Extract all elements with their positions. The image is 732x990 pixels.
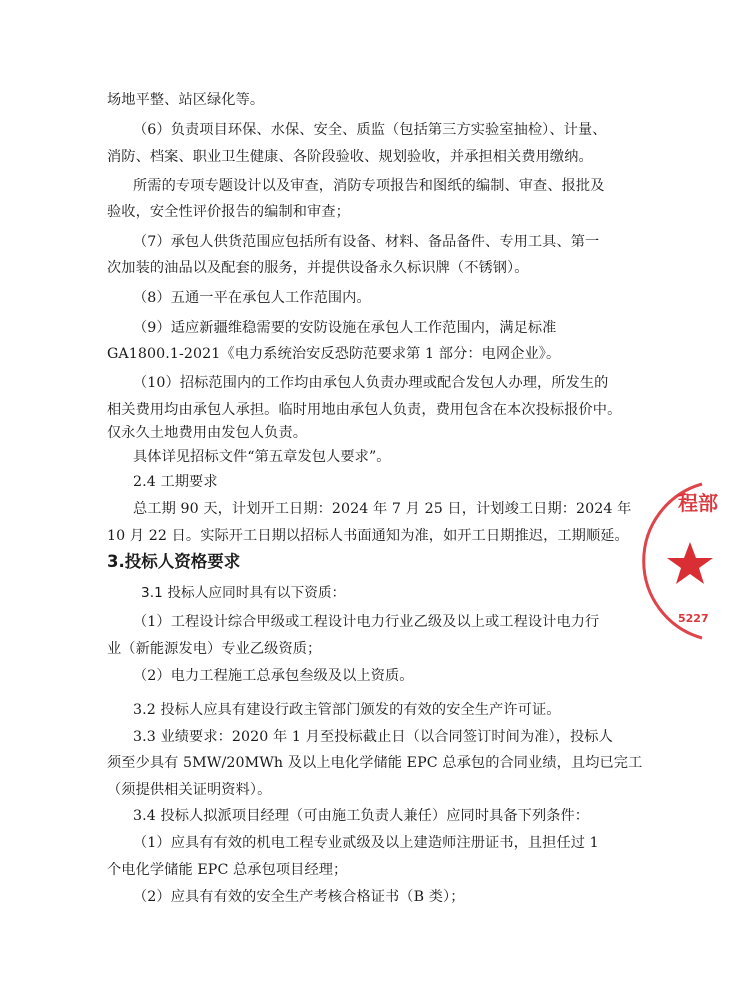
text-line: （9）适应新疆维稳需要的安防设施在承包人工作范围内，满足标准 [133,320,557,336]
text-line: （1）应具有有效的机电工程专业贰级及以上建造师注册证书，且担任过 1 [133,835,599,851]
text-line: （须提供相关证明资料）。 [107,782,272,798]
text-line: 10 月 22 日。实际开工日期以招标人书面通知为准，如开工日期推迟，工期顺延。 [107,528,629,544]
text-line: 总工期 90 天，计划开工日期：2024 年 7 月 25 日，计划竣工日期：2024 年 [133,501,632,517]
text-line: （1）工程设计综合甲级或工程设计电力行业乙级及以上或工程设计电力行 [133,614,600,630]
text-line: 次加装的油品以及配套的服务，并提供设备永久标识牌（不锈钢）。 [107,260,529,276]
text-line: （2）应具有有效的安全生产考核合格证书（B 类）； [133,889,465,905]
text-line: 场地平整、站区绿化等。 [107,92,265,108]
text-line: 具体详见招标文件“第五章发包人要求”。 [133,449,391,465]
text-line: 所需的专项专题设计以及审查，消防专项报告和图纸的编制、审查、报批及 [133,178,605,194]
text-line: 业（新能源发电）专业乙级资质； [107,641,322,657]
subsection-title: 2.4 工期要求 [133,474,218,490]
text-line: （7）承包人供货范围应包括所有设备、材料、备品备件、专用工具、第一 [133,234,600,250]
text-line: 3.1 投标人应同时具有以下资质： [141,585,346,601]
text-line: 3.4 投标人拟派项目经理（可由施工负责人兼任）应同时具备下列条件： [133,808,590,824]
text-line: （2）电力工程施工总承包叁级及以上资质。 [133,668,414,684]
text-line: （10）招标范围内的工作均由承包人负责办理或配合发包人办理，所发生的 [133,375,609,391]
text-line: 3.3 业绩要求：2020 年 1 月至投标截止日（以合同签订时间为准），投标人 [133,729,613,745]
seal-text-bottom: 5227 [678,612,709,625]
seal-graphic [672,476,732,646]
text-line: 须至少具有 5MW/20MWh 及以上电化学储能 EPC 总承包的合同业绩，且均已完工 [107,755,643,771]
company-seal-stamp [672,476,718,646]
text-line: 个电化学储能 EPC 总承包项目经理； [107,862,348,878]
seal-star-icon [667,542,713,584]
text-line: GA1800.1-2021《电力系统治安反恐防范要求第 1 部分：电网企业》。 [107,346,561,362]
text-line: 消防、档案、职业卫生健康、各阶段验收、规划验收，并承担相关费用缴纳。 [107,149,593,165]
seal-text-top: 程部 [678,491,718,515]
text-line: 验收，安全性评价报告的编制和审查； [107,204,350,220]
text-line: 仅永久土地费用由发包人负责。 [107,425,308,441]
text-line: （8）五通一平在承包人工作范围内。 [133,290,371,306]
text-line: 3.2 投标人应具有建设行政主管部门颁发的有效的安全生产许可证。 [133,702,561,718]
text-line: （6）负责项目环保、水保、安全、质监（包括第三方实验室抽检）、计量、 [133,122,607,138]
text-line: 相关费用均由承包人承担。临时用地由承包人负责，费用包含在本次投标报价中。 [107,402,622,418]
section-heading: 3.投标人资格要求 [107,552,241,571]
